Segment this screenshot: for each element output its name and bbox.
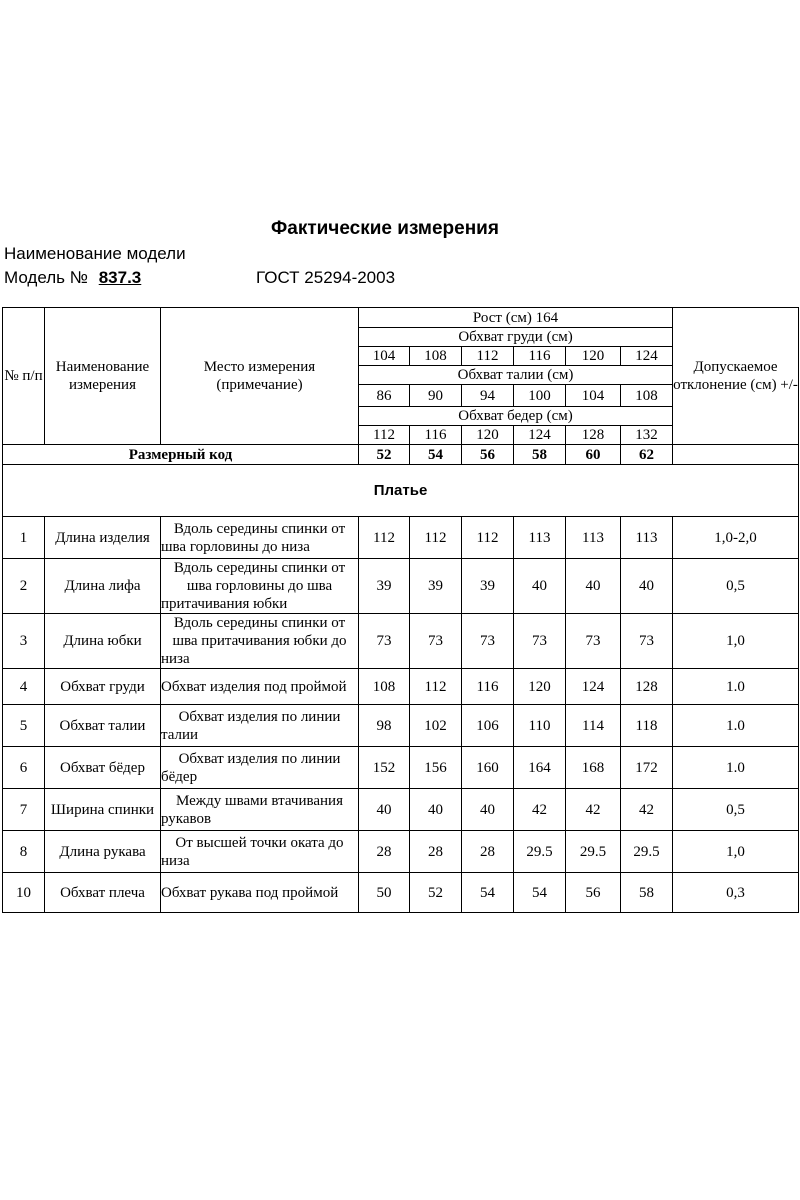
size-code-label: Размерный код xyxy=(3,445,359,465)
row-tolerance: 1.0 xyxy=(673,705,799,747)
waist-value: 108 xyxy=(621,385,673,407)
row-place: Между швами втачивания рукавов xyxy=(161,789,359,831)
row-value: 102 xyxy=(410,705,462,747)
hips-value: 124 xyxy=(514,426,566,445)
waist-value: 104 xyxy=(566,385,621,407)
waist-header: Обхват талии (см) xyxy=(359,366,673,385)
row-value: 42 xyxy=(566,789,621,831)
row-value: 164 xyxy=(514,747,566,789)
row-place: Обхват изделия под проймой xyxy=(161,669,359,705)
row-value: 56 xyxy=(566,873,621,913)
chest-value: 112 xyxy=(462,347,514,366)
row-value: 160 xyxy=(462,747,514,789)
row-value: 54 xyxy=(514,873,566,913)
row-number: 5 xyxy=(3,705,45,747)
row-name: Длина юбки xyxy=(45,614,161,669)
size-code: 62 xyxy=(621,445,673,465)
section-title: Платье xyxy=(3,465,799,517)
row-value: 116 xyxy=(462,669,514,705)
row-value: 113 xyxy=(566,517,621,559)
row-value: 98 xyxy=(359,705,410,747)
row-tolerance: 1,0 xyxy=(673,831,799,873)
row-value: 28 xyxy=(359,831,410,873)
row-value: 58 xyxy=(621,873,673,913)
size-code: 58 xyxy=(514,445,566,465)
row-place: Вдоль середины спинки от шва притачивания юбки до низа xyxy=(161,614,359,669)
row-value: 42 xyxy=(514,789,566,831)
table-row xyxy=(3,669,799,705)
gost-standard: ГОСТ 25294-2003 xyxy=(256,268,396,287)
row-tolerance: 1,0-2,0 xyxy=(673,517,799,559)
model-number: 837.3 xyxy=(98,268,142,287)
model-line xyxy=(4,268,764,288)
row-value: 118 xyxy=(621,705,673,747)
row-name: Длина лифа xyxy=(45,559,161,614)
row-value: 172 xyxy=(621,747,673,789)
row-number: 4 xyxy=(3,669,45,705)
row-number: 10 xyxy=(3,873,45,913)
waist-value: 100 xyxy=(514,385,566,407)
row-value: 50 xyxy=(359,873,410,913)
chest-value: 108 xyxy=(410,347,462,366)
row-tolerance: 0,3 xyxy=(673,873,799,913)
row-place: Обхват изделия по линии бёдер xyxy=(161,747,359,789)
row-value: 114 xyxy=(566,705,621,747)
table-row xyxy=(3,873,799,913)
row-value: 73 xyxy=(566,614,621,669)
measurements-table xyxy=(2,307,799,913)
row-place: Обхват рукава под проймой xyxy=(161,873,359,913)
row-value: 28 xyxy=(462,831,514,873)
row-value: 29.5 xyxy=(566,831,621,873)
row-value: 39 xyxy=(462,559,514,614)
row-number: 8 xyxy=(3,831,45,873)
size-code: 60 xyxy=(566,445,621,465)
row-value: 40 xyxy=(462,789,514,831)
row-value: 28 xyxy=(410,831,462,873)
row-name: Обхват талии xyxy=(45,705,161,747)
row-place: Вдоль середины спинки от шва горловины до шва притачивания юбки xyxy=(161,559,359,614)
table-row xyxy=(3,705,799,747)
size-code: 54 xyxy=(410,445,462,465)
model-name-label: Наименование модели xyxy=(4,244,186,263)
row-value: 73 xyxy=(359,614,410,669)
hips-value: 116 xyxy=(410,426,462,445)
row-value: 110 xyxy=(514,705,566,747)
chest-header: Обхват груди (см) xyxy=(359,328,673,347)
table-row xyxy=(3,559,799,614)
row-value: 73 xyxy=(621,614,673,669)
row-value: 42 xyxy=(621,789,673,831)
row-value: 108 xyxy=(359,669,410,705)
size-code: 56 xyxy=(462,445,514,465)
row-value: 112 xyxy=(462,517,514,559)
row-number: 2 xyxy=(3,559,45,614)
hips-value: 112 xyxy=(359,426,410,445)
row-value: 152 xyxy=(359,747,410,789)
waist-value: 94 xyxy=(462,385,514,407)
height-header: Рост (см) 164 xyxy=(359,308,673,328)
row-number: 7 xyxy=(3,789,45,831)
row-value: 40 xyxy=(410,789,462,831)
col-header-number: № п/п xyxy=(3,308,45,445)
row-value: 54 xyxy=(462,873,514,913)
model-label: Модель № xyxy=(4,268,88,287)
table-row xyxy=(3,831,799,873)
col-header-place: Место измерения (примечание) xyxy=(161,308,359,445)
row-name: Длина рукава xyxy=(45,831,161,873)
chest-value: 104 xyxy=(359,347,410,366)
row-value: 112 xyxy=(410,517,462,559)
row-value: 113 xyxy=(514,517,566,559)
row-value: 29.5 xyxy=(621,831,673,873)
row-value: 40 xyxy=(359,789,410,831)
hips-value: 132 xyxy=(621,426,673,445)
table-row xyxy=(3,517,799,559)
chest-value: 120 xyxy=(566,347,621,366)
table-row xyxy=(3,614,799,669)
row-tolerance: 1.0 xyxy=(673,669,799,705)
row-value: 120 xyxy=(514,669,566,705)
row-value: 128 xyxy=(621,669,673,705)
row-name: Обхват плеча xyxy=(45,873,161,913)
col-header-tolerance: Допускаемое отклонение (см) +/- xyxy=(673,308,799,445)
row-value: 73 xyxy=(514,614,566,669)
hips-header: Обхват бедер (см) xyxy=(359,407,673,426)
row-value: 29.5 xyxy=(514,831,566,873)
row-value: 39 xyxy=(410,559,462,614)
row-number: 6 xyxy=(3,747,45,789)
row-value: 39 xyxy=(359,559,410,614)
row-place: Вдоль середины спинки от шва горловины до низа xyxy=(161,517,359,559)
hips-value: 120 xyxy=(462,426,514,445)
waist-value: 90 xyxy=(410,385,462,407)
row-place: Обхват изделия по линии талии xyxy=(161,705,359,747)
row-name: Обхват груди xyxy=(45,669,161,705)
table-row xyxy=(3,747,799,789)
row-value: 40 xyxy=(514,559,566,614)
row-tolerance: 0,5 xyxy=(673,789,799,831)
row-value: 168 xyxy=(566,747,621,789)
row-name: Ширина спинки xyxy=(45,789,161,831)
row-value: 40 xyxy=(566,559,621,614)
page-title: Фактические измерения xyxy=(271,218,499,239)
table-row xyxy=(3,789,799,831)
size-code: 52 xyxy=(359,445,410,465)
waist-value: 86 xyxy=(359,385,410,407)
row-value: 112 xyxy=(359,517,410,559)
row-tolerance: 1.0 xyxy=(673,747,799,789)
row-number: 3 xyxy=(3,614,45,669)
row-value: 112 xyxy=(410,669,462,705)
row-tolerance: 1,0 xyxy=(673,614,799,669)
row-place: От высшей точки оката до низа xyxy=(161,831,359,873)
chest-value: 124 xyxy=(621,347,673,366)
row-value: 106 xyxy=(462,705,514,747)
row-tolerance: 0,5 xyxy=(673,559,799,614)
row-name: Обхват бёдер xyxy=(45,747,161,789)
row-value: 73 xyxy=(462,614,514,669)
row-value: 52 xyxy=(410,873,462,913)
row-value: 124 xyxy=(566,669,621,705)
row-value: 113 xyxy=(621,517,673,559)
size-code-tolerance-cell xyxy=(673,445,799,465)
row-value: 156 xyxy=(410,747,462,789)
row-name: Длина изделия xyxy=(45,517,161,559)
row-value: 40 xyxy=(621,559,673,614)
row-number: 1 xyxy=(3,517,45,559)
hips-value: 128 xyxy=(566,426,621,445)
col-header-name: Наименование измерения xyxy=(45,308,161,445)
row-value: 73 xyxy=(410,614,462,669)
chest-value: 116 xyxy=(514,347,566,366)
